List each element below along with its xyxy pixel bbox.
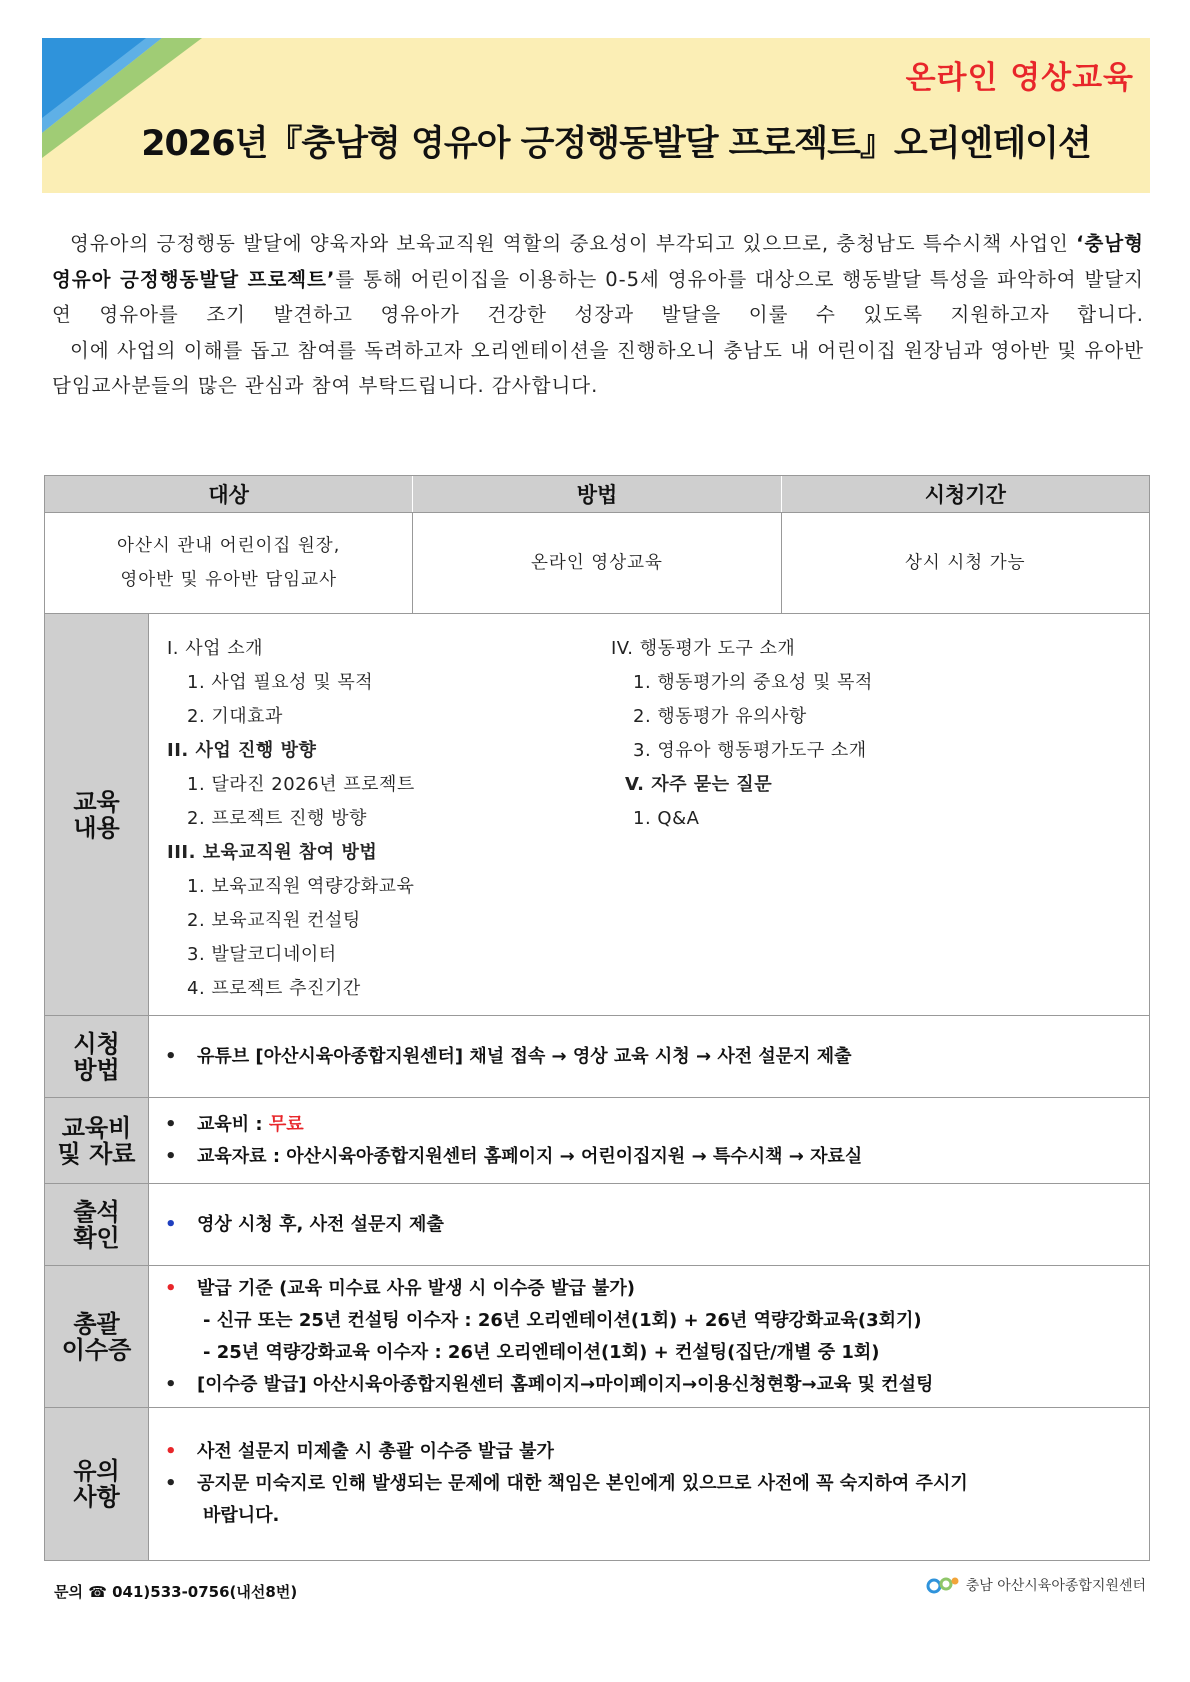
curriculum-item: 1. 사업 필요성 및 목적 xyxy=(187,672,374,693)
curriculum-item: 2. 행동평가 유의사항 xyxy=(633,706,807,727)
viewing-row xyxy=(45,1016,1149,1098)
table-header-row xyxy=(45,476,1149,513)
org-name: 충남 아산시육아종합지원센터 xyxy=(965,1578,1146,1594)
list-item: • 영상 시청 후, 사전 설문지 제출 xyxy=(165,1213,444,1235)
curriculum-label: 교육 내용 xyxy=(45,614,149,1015)
curriculum-item: 3. 영유아 행동평가도구 소개 xyxy=(633,740,867,761)
curriculum-item: 3. 발달코디네이터 xyxy=(187,944,337,965)
notes-row xyxy=(45,1408,1149,1560)
curriculum-item: 2. 보육교직원 컨설팅 xyxy=(187,910,361,931)
curriculum-content xyxy=(149,614,1149,1015)
target-value: 아산시 관내 어린이집 원장, 영아반 및 유아반 담임교사 xyxy=(45,513,413,613)
list-item: • 공지문 미숙지로 인해 발생되는 문제에 대한 책임은 본인에게 있으므로 사전에 꼭 숙지하여 주시기 xyxy=(165,1473,968,1494)
attendance-label: 출석 확인 xyxy=(45,1184,149,1265)
curriculum-item: 1. 보육교직원 역량강화교육 xyxy=(187,876,415,897)
curriculum-item: 1. 행동평가의 중요성 및 목적 xyxy=(633,672,873,693)
contact-info: 문의 ☎ 041)533-0756(내선8번) xyxy=(54,1583,298,1601)
curriculum-section: IV. 행동평가 도구 소개 xyxy=(611,638,796,659)
list-item: • [이수증 발급] 아산시육아종합지원센터 홈페이지→마이페이지→이용신청현황→교육 및 컨설팅 xyxy=(165,1373,934,1395)
attendance-row xyxy=(45,1184,1149,1266)
fee-value: 무료 xyxy=(268,1113,304,1135)
attendance-content xyxy=(149,1184,1149,1265)
viewing-label: 시청 방법 xyxy=(45,1016,149,1097)
curriculum-right-column xyxy=(611,632,873,836)
curriculum-row xyxy=(45,614,1149,1016)
fee-label: 교육비 및 자료 xyxy=(45,1098,149,1183)
certificate-label: 총괄 이수증 xyxy=(45,1266,149,1407)
header-banner xyxy=(42,38,1150,193)
certificate-sub-2: - 25년 역량강화교육 이수자 : 26년 오리엔테이션(1회) + 컨설팅(집단/개별 중 1회) xyxy=(203,1341,880,1363)
notes-label: 유의 사항 xyxy=(45,1408,149,1560)
table-value-row xyxy=(45,513,1149,614)
period-value: 상시 시청 가능 xyxy=(905,553,1026,573)
list-item: • 교육자료 : 아산시육아종합지원센터 홈페이지 → 어린이집지원 → 특수시책 → 자료실 xyxy=(165,1145,863,1167)
curriculum-section: III. 보육교직원 참여 방법 xyxy=(167,842,378,863)
curriculum-section: I. 사업 소개 xyxy=(167,638,264,659)
curriculum-section: V. 자주 묻는 질문 xyxy=(625,774,773,795)
intro-paragraph-2: 이에 사업의 이해를 돕고 참여를 독려하고자 오리엔테이션을 진행하오니 충남도 내 어린이집 원장님과 영아반 및 유아반 담임교사분들의 많은 관심과 참여 부탁드립니다. 감사합니다. xyxy=(52,338,1144,397)
curriculum-item: 2. 프로젝트 진행 방향 xyxy=(187,808,367,829)
header-target: 대상 xyxy=(45,476,413,512)
method-value: 온라인 영상교육 xyxy=(413,513,781,613)
logo-icon xyxy=(926,1574,960,1596)
notes-content xyxy=(149,1408,1149,1560)
page-title: 2026년『충남형 영유아 긍정행동발달 프로젝트』오리엔테이션 xyxy=(141,124,1091,164)
org-logo xyxy=(926,1574,1146,1596)
list-item: • 사전 설문지 미제출 시 총괄 이수증 발급 불가 xyxy=(165,1441,554,1462)
header-period: 시청기간 xyxy=(782,476,1149,512)
list-item: • 교육비 : 무료 xyxy=(165,1113,304,1135)
certificate-content xyxy=(149,1266,1149,1407)
curriculum-section: II. 사업 진행 방향 xyxy=(167,740,317,761)
certificate-row xyxy=(45,1266,1149,1408)
curriculum-item: 1. Q&A xyxy=(633,808,700,829)
info-table xyxy=(44,475,1150,1561)
list-item: • 유튜브 [아산시육아종합지원센터] 채널 접속 → 영상 교육 시청 → 사전 설문지 제출 xyxy=(165,1045,852,1067)
curriculum-item: 1. 달라진 2026년 프로젝트 xyxy=(187,774,415,795)
fee-content xyxy=(149,1098,1149,1183)
intro-paragraph-1: 영유아의 긍정행동 발달에 양육자와 보육교직원 역할의 중요성이 부각되고 있으므로, 충청남도 특수시책 사업인 ‘충남형 영유아 긍정행동발달 프로젝트’를 통해 어린이집을 이용하는 0-5세 영유아를 대상으로 행동발달 특성을 파악하여 발달지연 영유아를 조기 발견하고 영유아가 건강한 성장과 발달을 이룰 수 있도록 지원하고자 합니다. xyxy=(52,232,1145,326)
curriculum-item: 2. 기대효과 xyxy=(187,706,283,727)
project-name: ‘충남형 영유아 긍정행동발달 프로젝트’ xyxy=(52,232,1145,291)
certificate-sub-1: - 신규 또는 25년 컨설팅 이수자 : 26년 오리엔테이션(1회) + 26년 역량강화교육(3회기) xyxy=(203,1309,922,1331)
fee-row xyxy=(45,1098,1149,1184)
viewing-content xyxy=(149,1016,1149,1097)
header-method: 방법 xyxy=(413,476,781,512)
curriculum-item: 4. 프로젝트 추진기간 xyxy=(187,978,361,999)
intro-text xyxy=(52,226,1144,404)
list-item: • 발급 기준 (교육 미수료 사유 발생 시 이수증 발급 불가) xyxy=(165,1277,635,1299)
curriculum-left-column xyxy=(167,632,415,1006)
notes-continuation: 바랍니다. xyxy=(203,1505,280,1526)
banner-subtitle: 온라인 영상교육 xyxy=(905,60,1134,96)
